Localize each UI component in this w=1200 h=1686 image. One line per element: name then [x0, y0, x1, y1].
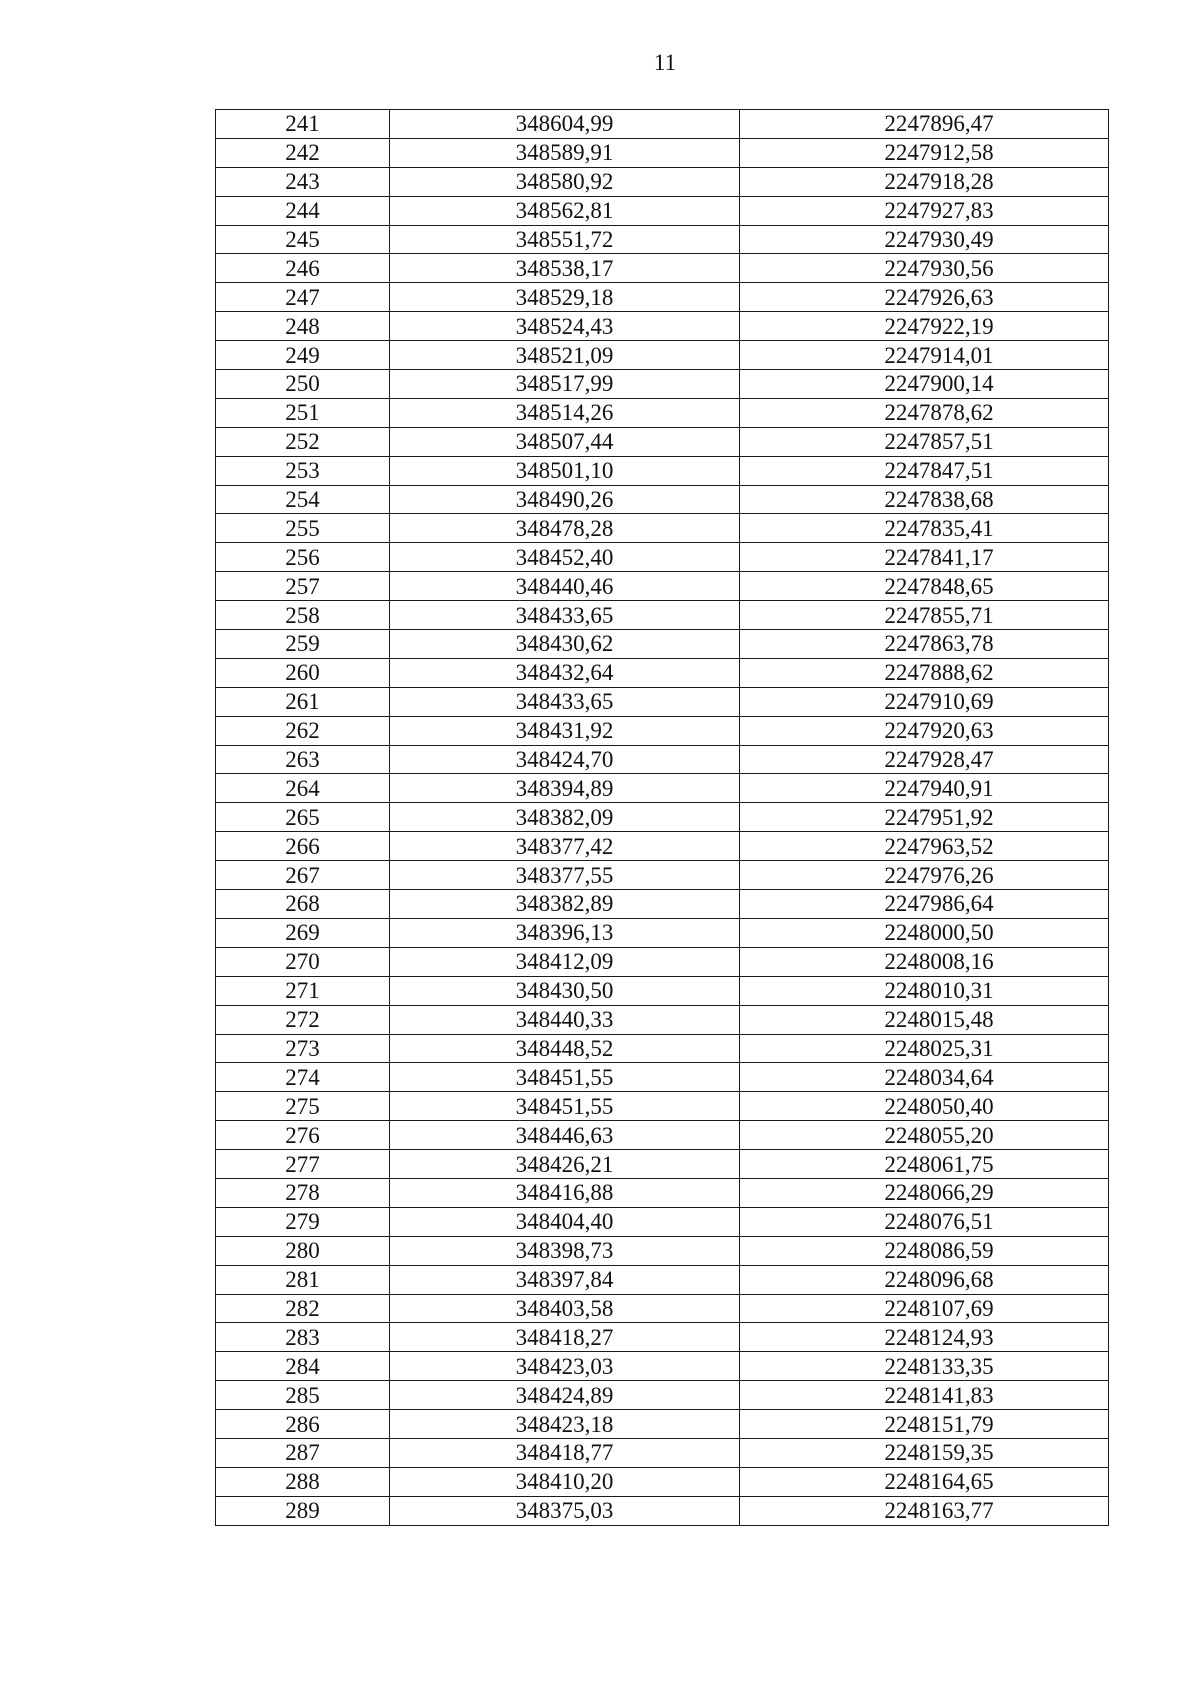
- y-coordinate-cell: 2247922,19: [740, 312, 1109, 341]
- y-coordinate-cell: 2247930,49: [740, 225, 1109, 254]
- point-number-cell: 248: [216, 312, 390, 341]
- table-row: [216, 110, 1109, 139]
- x-coordinate-cell: 348382,09: [390, 803, 740, 832]
- point-number-cell: 241: [216, 110, 390, 139]
- y-coordinate-cell: 2247857,51: [740, 427, 1109, 456]
- point-number-cell: 280: [216, 1236, 390, 1265]
- y-coordinate-cell: 2248008,16: [740, 947, 1109, 976]
- table-row: [216, 1265, 1109, 1294]
- table-row: [216, 1005, 1109, 1034]
- x-coordinate-cell: 348490,26: [390, 485, 740, 514]
- table-row: [216, 1467, 1109, 1496]
- table-row: [216, 1092, 1109, 1121]
- x-coordinate-cell: 348478,28: [390, 514, 740, 543]
- y-coordinate-cell: 2248141,83: [740, 1381, 1109, 1410]
- y-coordinate-cell: 2247927,83: [740, 196, 1109, 225]
- table-row: [216, 716, 1109, 745]
- y-coordinate-cell: 2247847,51: [740, 456, 1109, 485]
- x-coordinate-cell: 348396,13: [390, 918, 740, 947]
- point-number-cell: 268: [216, 890, 390, 919]
- x-coordinate-cell: 348551,72: [390, 225, 740, 254]
- point-number-cell: 266: [216, 832, 390, 861]
- x-coordinate-cell: 348423,03: [390, 1352, 740, 1381]
- point-number-cell: 258: [216, 601, 390, 630]
- point-number-cell: 251: [216, 398, 390, 427]
- y-coordinate-cell: 2247863,78: [740, 630, 1109, 659]
- y-coordinate-cell: 2248066,29: [740, 1178, 1109, 1207]
- point-number-cell: 245: [216, 225, 390, 254]
- y-coordinate-cell: 2247920,63: [740, 716, 1109, 745]
- y-coordinate-cell: 2248164,65: [740, 1467, 1109, 1496]
- point-number-cell: 288: [216, 1467, 390, 1496]
- x-coordinate-cell: 348517,99: [390, 370, 740, 399]
- point-number-cell: 242: [216, 138, 390, 167]
- y-coordinate-cell: 2247841,17: [740, 543, 1109, 572]
- point-number-cell: 265: [216, 803, 390, 832]
- x-coordinate-cell: 348377,55: [390, 861, 740, 890]
- table-row: [216, 543, 1109, 572]
- x-coordinate-cell: 348416,88: [390, 1178, 740, 1207]
- point-number-cell: 275: [216, 1092, 390, 1121]
- y-coordinate-cell: 2248050,40: [740, 1092, 1109, 1121]
- table-row: [216, 1121, 1109, 1150]
- point-number-cell: 283: [216, 1323, 390, 1352]
- x-coordinate-cell: 348424,70: [390, 745, 740, 774]
- x-coordinate-cell: 348440,33: [390, 1005, 740, 1034]
- point-number-cell: 274: [216, 1063, 390, 1092]
- point-number-cell: 254: [216, 485, 390, 514]
- x-coordinate-cell: 348589,91: [390, 138, 740, 167]
- table-row: [216, 196, 1109, 225]
- point-number-cell: 263: [216, 745, 390, 774]
- table-row: [216, 1236, 1109, 1265]
- table-row: [216, 225, 1109, 254]
- point-number-cell: 257: [216, 572, 390, 601]
- y-coordinate-cell: 2248163,77: [740, 1496, 1109, 1525]
- point-number-cell: 271: [216, 976, 390, 1005]
- point-number-cell: 289: [216, 1496, 390, 1525]
- y-coordinate-cell: 2247930,56: [740, 254, 1109, 283]
- y-coordinate-cell: 2248025,31: [740, 1034, 1109, 1063]
- x-coordinate-cell: 348424,89: [390, 1381, 740, 1410]
- x-coordinate-cell: 348604,99: [390, 110, 740, 139]
- table-row: [216, 1496, 1109, 1525]
- y-coordinate-cell: 2247910,69: [740, 687, 1109, 716]
- y-coordinate-cell: 2247951,92: [740, 803, 1109, 832]
- table-row: [216, 1323, 1109, 1352]
- table-row: [216, 918, 1109, 947]
- x-coordinate-cell: 348448,52: [390, 1034, 740, 1063]
- y-coordinate-cell: 2247940,91: [740, 774, 1109, 803]
- coordinates-table: [215, 109, 1109, 1526]
- x-coordinate-cell: 348562,81: [390, 196, 740, 225]
- x-coordinate-cell: 348451,55: [390, 1092, 740, 1121]
- table-row: [216, 254, 1109, 283]
- table-row: [216, 572, 1109, 601]
- point-number-cell: 253: [216, 456, 390, 485]
- point-number-cell: 262: [216, 716, 390, 745]
- y-coordinate-cell: 2248133,35: [740, 1352, 1109, 1381]
- x-coordinate-cell: 348426,21: [390, 1150, 740, 1179]
- y-coordinate-cell: 2248159,35: [740, 1438, 1109, 1467]
- table-row: [216, 1410, 1109, 1439]
- point-number-cell: 281: [216, 1265, 390, 1294]
- x-coordinate-cell: 348440,46: [390, 572, 740, 601]
- table-row: [216, 456, 1109, 485]
- table-row: [216, 485, 1109, 514]
- x-coordinate-cell: 348412,09: [390, 947, 740, 976]
- y-coordinate-cell: 2248000,50: [740, 918, 1109, 947]
- point-number-cell: 270: [216, 947, 390, 976]
- point-number-cell: 243: [216, 167, 390, 196]
- x-coordinate-cell: 348418,77: [390, 1438, 740, 1467]
- table-row: [216, 1352, 1109, 1381]
- table-row: [216, 687, 1109, 716]
- table-row: [216, 1294, 1109, 1323]
- point-number-cell: 261: [216, 687, 390, 716]
- point-number-cell: 246: [216, 254, 390, 283]
- table-row: [216, 745, 1109, 774]
- point-number-cell: 278: [216, 1178, 390, 1207]
- y-coordinate-cell: 2247896,47: [740, 110, 1109, 139]
- point-number-cell: 284: [216, 1352, 390, 1381]
- point-number-cell: 267: [216, 861, 390, 890]
- point-number-cell: 285: [216, 1381, 390, 1410]
- x-coordinate-cell: 348433,65: [390, 687, 740, 716]
- table-row: [216, 861, 1109, 890]
- table-row: [216, 1063, 1109, 1092]
- table-row: [216, 514, 1109, 543]
- x-coordinate-cell: 348452,40: [390, 543, 740, 572]
- x-coordinate-cell: 348430,62: [390, 630, 740, 659]
- y-coordinate-cell: 2247963,52: [740, 832, 1109, 861]
- table-row: [216, 312, 1109, 341]
- table-row: [216, 427, 1109, 456]
- table-row: [216, 1438, 1109, 1467]
- x-coordinate-cell: 348507,44: [390, 427, 740, 456]
- y-coordinate-cell: 2247918,28: [740, 167, 1109, 196]
- y-coordinate-cell: 2247888,62: [740, 658, 1109, 687]
- coordinates-table-body: [216, 110, 1109, 1526]
- y-coordinate-cell: 2247926,63: [740, 283, 1109, 312]
- point-number-cell: 256: [216, 543, 390, 572]
- point-number-cell: 255: [216, 514, 390, 543]
- table-row: [216, 947, 1109, 976]
- table-row: [216, 1034, 1109, 1063]
- y-coordinate-cell: 2248055,20: [740, 1121, 1109, 1150]
- y-coordinate-cell: 2248151,79: [740, 1410, 1109, 1439]
- table-row: [216, 1381, 1109, 1410]
- point-number-cell: 282: [216, 1294, 390, 1323]
- y-coordinate-cell: 2248015,48: [740, 1005, 1109, 1034]
- point-number-cell: 264: [216, 774, 390, 803]
- x-coordinate-cell: 348521,09: [390, 341, 740, 370]
- table-row: [216, 370, 1109, 399]
- x-coordinate-cell: 348514,26: [390, 398, 740, 427]
- x-coordinate-cell: 348375,03: [390, 1496, 740, 1525]
- y-coordinate-cell: 2248010,31: [740, 976, 1109, 1005]
- x-coordinate-cell: 348423,18: [390, 1410, 740, 1439]
- x-coordinate-cell: 348501,10: [390, 456, 740, 485]
- x-coordinate-cell: 348538,17: [390, 254, 740, 283]
- table-row: [216, 976, 1109, 1005]
- y-coordinate-cell: 2248061,75: [740, 1150, 1109, 1179]
- x-coordinate-cell: 348446,63: [390, 1121, 740, 1150]
- y-coordinate-cell: 2248034,64: [740, 1063, 1109, 1092]
- point-number-cell: 287: [216, 1438, 390, 1467]
- y-coordinate-cell: 2247900,14: [740, 370, 1109, 399]
- table-row: [216, 890, 1109, 919]
- point-number-cell: 273: [216, 1034, 390, 1063]
- x-coordinate-cell: 348404,40: [390, 1207, 740, 1236]
- y-coordinate-cell: 2248096,68: [740, 1265, 1109, 1294]
- x-coordinate-cell: 348580,92: [390, 167, 740, 196]
- y-coordinate-cell: 2248076,51: [740, 1207, 1109, 1236]
- point-number-cell: 269: [216, 918, 390, 947]
- table-row: [216, 658, 1109, 687]
- y-coordinate-cell: 2247986,64: [740, 890, 1109, 919]
- x-coordinate-cell: 348382,89: [390, 890, 740, 919]
- table-row: [216, 1207, 1109, 1236]
- table-row: [216, 630, 1109, 659]
- x-coordinate-cell: 348431,92: [390, 716, 740, 745]
- x-coordinate-cell: 348397,84: [390, 1265, 740, 1294]
- x-coordinate-cell: 348430,50: [390, 976, 740, 1005]
- point-number-cell: 259: [216, 630, 390, 659]
- x-coordinate-cell: 348403,58: [390, 1294, 740, 1323]
- y-coordinate-cell: 2247848,65: [740, 572, 1109, 601]
- table-row: [216, 1150, 1109, 1179]
- table-row: [216, 398, 1109, 427]
- table-row: [216, 1178, 1109, 1207]
- table-row: [216, 803, 1109, 832]
- x-coordinate-cell: 348529,18: [390, 283, 740, 312]
- point-number-cell: 244: [216, 196, 390, 225]
- point-number-cell: 249: [216, 341, 390, 370]
- x-coordinate-cell: 348377,42: [390, 832, 740, 861]
- table-row: [216, 601, 1109, 630]
- y-coordinate-cell: 2247855,71: [740, 601, 1109, 630]
- y-coordinate-cell: 2247878,62: [740, 398, 1109, 427]
- x-coordinate-cell: 348418,27: [390, 1323, 740, 1352]
- x-coordinate-cell: 348394,89: [390, 774, 740, 803]
- point-number-cell: 260: [216, 658, 390, 687]
- table-row: [216, 774, 1109, 803]
- y-coordinate-cell: 2248124,93: [740, 1323, 1109, 1352]
- x-coordinate-cell: 348410,20: [390, 1467, 740, 1496]
- table-row: [216, 138, 1109, 167]
- point-number-cell: 247: [216, 283, 390, 312]
- y-coordinate-cell: 2247912,58: [740, 138, 1109, 167]
- y-coordinate-cell: 2247928,47: [740, 745, 1109, 774]
- point-number-cell: 250: [216, 370, 390, 399]
- y-coordinate-cell: 2247976,26: [740, 861, 1109, 890]
- point-number-cell: 286: [216, 1410, 390, 1439]
- x-coordinate-cell: 348433,65: [390, 601, 740, 630]
- x-coordinate-cell: 348524,43: [390, 312, 740, 341]
- y-coordinate-cell: 2248086,59: [740, 1236, 1109, 1265]
- x-coordinate-cell: 348398,73: [390, 1236, 740, 1265]
- point-number-cell: 252: [216, 427, 390, 456]
- point-number-cell: 277: [216, 1150, 390, 1179]
- y-coordinate-cell: 2247835,41: [740, 514, 1109, 543]
- x-coordinate-cell: 348432,64: [390, 658, 740, 687]
- point-number-cell: 272: [216, 1005, 390, 1034]
- y-coordinate-cell: 2247838,68: [740, 485, 1109, 514]
- x-coordinate-cell: 348451,55: [390, 1063, 740, 1092]
- y-coordinate-cell: 2248107,69: [740, 1294, 1109, 1323]
- point-number-cell: 276: [216, 1121, 390, 1150]
- table-row: [216, 167, 1109, 196]
- page-number: 11: [653, 50, 677, 75]
- point-number-cell: 279: [216, 1207, 390, 1236]
- table-row: [216, 832, 1109, 861]
- table-row: [216, 283, 1109, 312]
- table-row: [216, 341, 1109, 370]
- y-coordinate-cell: 2247914,01: [740, 341, 1109, 370]
